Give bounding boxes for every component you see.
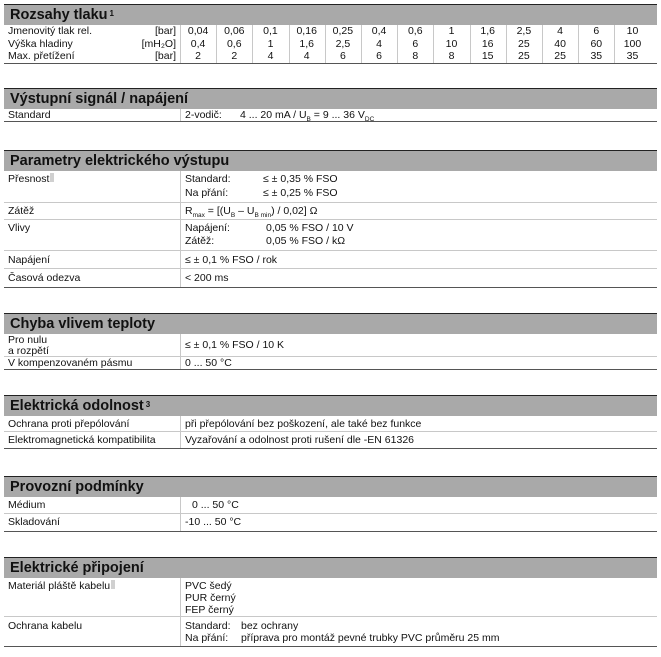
row-label-zero-span-2: a rozpětí xyxy=(8,345,49,357)
protection-request-label: Na přání: xyxy=(185,632,229,644)
load-formula: $R_{max} = [(U_B - U_{B min}) / 0,02]$ Ω xyxy=(185,205,318,220)
protection-request-value: příprava pro montáž pevné trubky PVC průměru 25 mm xyxy=(241,632,500,644)
section-header-operating-conditions xyxy=(4,476,657,497)
reverse-polarity-value: při přepólování bez poškození, ale také bez funkce xyxy=(185,418,422,430)
electrical-params-table xyxy=(4,171,657,288)
section-header-output-signal xyxy=(4,88,657,109)
cable-material-pvc: PVC šedý xyxy=(185,580,232,592)
row-label-cable-material: Materiál pláště kabelu xyxy=(8,580,115,592)
influence-load-label: Zátěž: xyxy=(185,235,215,247)
row-label-reverse-polarity: Ochrana proti přepólování xyxy=(8,418,130,430)
accuracy-standard-value: ≤ ± 0,35 % FSO xyxy=(263,173,338,185)
footnote-mark: 3 xyxy=(145,400,151,409)
row-label-compensated-range: V kompenzovaném pásmu xyxy=(8,357,133,369)
footnote-mark: 1 xyxy=(109,9,114,18)
pressure-row-unit: [bar] xyxy=(154,25,176,37)
section-title: Chyba vlivem teploty xyxy=(10,316,156,332)
accuracy-standard-label: Standard: xyxy=(185,173,231,185)
pressure-row-unit: [bar] xyxy=(154,50,176,62)
row-label-influences: Vlivy xyxy=(8,222,31,234)
output-signal-value: 4 ... 20 mA / $U_B = 9$ ... 36 $V_{DC}$ xyxy=(240,109,375,124)
pressure-value-cell: 8 xyxy=(448,50,455,62)
footnote-mark xyxy=(111,580,115,589)
pressure-value-cell: 4 xyxy=(267,50,274,62)
section-title: Rozsahy tlaku xyxy=(10,7,108,23)
pressure-value-cell: 16 xyxy=(481,37,494,50)
electrical-resistance-table xyxy=(4,416,657,449)
pressure-value-cell: 25 xyxy=(518,50,530,62)
section-header-pressure-ranges xyxy=(4,4,657,25)
pressure-value-cell: 10 xyxy=(626,25,639,37)
pressure-value-cell: 0,4 xyxy=(190,37,206,50)
row-label-cable-protection: Ochrana kabelu xyxy=(8,620,83,632)
row-label-storage: Skladování xyxy=(8,516,60,528)
accuracy-request-value: ≤ ± 0,25 % FSO xyxy=(263,187,338,199)
protection-standard-label: Standard: xyxy=(185,620,231,632)
row-label-emc: Elektromagnetická kompatibilita xyxy=(8,434,156,446)
pressure-value-cell: 0,25 xyxy=(332,25,354,37)
wire-type: 2-vodič: xyxy=(185,109,222,121)
section-header-electrical-resistance xyxy=(4,395,657,416)
pressure-value-cell: 0,6 xyxy=(407,25,423,37)
pressure-value-cell: 1 xyxy=(267,37,274,50)
pressure-value-cell: 35 xyxy=(626,50,639,62)
output-signal-table xyxy=(4,109,657,122)
storage-value: -10 ... 50 °C xyxy=(185,516,242,528)
pressure-value-cell: 0,1 xyxy=(263,25,278,37)
zero-span-value: ≤ ± 0,1 % FSO / 10 K xyxy=(185,339,285,351)
row-label-medium: Médium xyxy=(8,499,46,511)
pressure-value-cell: 2,5 xyxy=(516,25,532,37)
pressure-value-cell: 10 xyxy=(445,37,458,50)
section-header-temp-error xyxy=(4,313,657,334)
row-label-accuracy: Přesnost xyxy=(8,173,54,185)
pressure-value-cell: 35 xyxy=(590,50,603,62)
footnote-mark xyxy=(50,173,54,182)
pressure-value-cell: 8 xyxy=(412,50,419,62)
protection-standard-value: bez ochrany xyxy=(241,620,299,632)
section-title: Provozní podmínky xyxy=(10,479,144,495)
pressure-value-cell: 0,6 xyxy=(226,37,242,50)
influence-supply-label: Napájení: xyxy=(185,222,230,234)
supply-value: ≤ ± 0,1 % FSO / rok xyxy=(185,254,278,266)
operating-conditions-table xyxy=(4,497,657,532)
pressure-row-label: Max. přetížení xyxy=(8,50,75,62)
row-label-zero-span: Pro nulu xyxy=(8,334,48,346)
pressure-value-cell: 25 xyxy=(518,37,530,50)
row-label-response-time: Časová odezva xyxy=(8,272,81,284)
pressure-value-cell: 40 xyxy=(554,37,566,50)
pressure-value-cell: 1 xyxy=(448,25,455,37)
section-header-electrical-params xyxy=(4,150,657,171)
medium-value: 0 ... 50 °C xyxy=(192,499,239,511)
pressure-value-cell: 1,6 xyxy=(299,37,314,50)
section-title: Parametry elektrického výstupu xyxy=(10,153,230,169)
pressure-row-unit: [mH₂O] xyxy=(141,37,176,50)
pressure-value-cell: 6 xyxy=(593,25,600,37)
row-label-load: Zátěž xyxy=(8,205,35,217)
pressure-value-cell: 25 xyxy=(554,50,566,62)
cable-material-pur: PUR černý xyxy=(185,592,236,604)
compensated-range-value: 0 ... 50 °C xyxy=(185,357,232,369)
pressure-value-cell: 0,16 xyxy=(296,25,317,37)
response-time-value: < 200 ms xyxy=(185,272,229,284)
section-title: Elektrické připojení xyxy=(10,560,144,576)
pressure-value-cell: 2,5 xyxy=(335,37,351,50)
influence-load-value: 0,05 % FSO / kΩ xyxy=(266,235,346,247)
pressure-value-cell: 15 xyxy=(481,50,494,62)
electrical-connection-table xyxy=(4,578,657,647)
influence-supply-value: 0,05 % FSO / 10 V xyxy=(266,222,354,234)
section-header-electrical-connection xyxy=(4,557,657,578)
accuracy-request-label: Na přání: xyxy=(185,187,229,199)
cable-material-fep: FEP černý xyxy=(185,604,234,616)
row-label-standard: Standard xyxy=(8,109,51,121)
pressure-value-cell: 0,04 xyxy=(187,25,209,37)
pressure-value-cell: 6 xyxy=(339,50,346,62)
emc-value: Vyzařování a odolnost proti rušení dle -EN 61326 xyxy=(185,434,414,446)
pressure-value-cell: 2 xyxy=(195,50,202,62)
pressure-value-cell: 60 xyxy=(590,37,603,50)
pressure-value-cell: 2 xyxy=(231,50,238,62)
pressure-value-cell: 4 xyxy=(557,25,564,37)
pressure-value-cell: 4 xyxy=(376,37,383,50)
pressure-value-cell: 1,6 xyxy=(480,25,495,37)
row-label-supply: Napájení xyxy=(8,254,51,266)
pressure-value-cell: 6 xyxy=(412,37,419,50)
pressure-ranges-table xyxy=(4,25,657,64)
pressure-value-cell: 0,4 xyxy=(371,25,387,37)
section-title: Výstupní signál / napájení xyxy=(10,91,189,107)
pressure-value-cell: 4 xyxy=(303,50,310,62)
temp-error-table xyxy=(4,334,657,370)
pressure-value-cell: 6 xyxy=(376,50,383,62)
pressure-value-cell: 100 xyxy=(623,37,642,50)
pressure-row-label: Jmenovitý tlak rel. xyxy=(8,25,93,37)
pressure-value-cell: 0,06 xyxy=(224,25,245,37)
section-title: Elektrická odolnost xyxy=(10,398,144,414)
pressure-row-label: Výška hladiny xyxy=(8,37,73,50)
